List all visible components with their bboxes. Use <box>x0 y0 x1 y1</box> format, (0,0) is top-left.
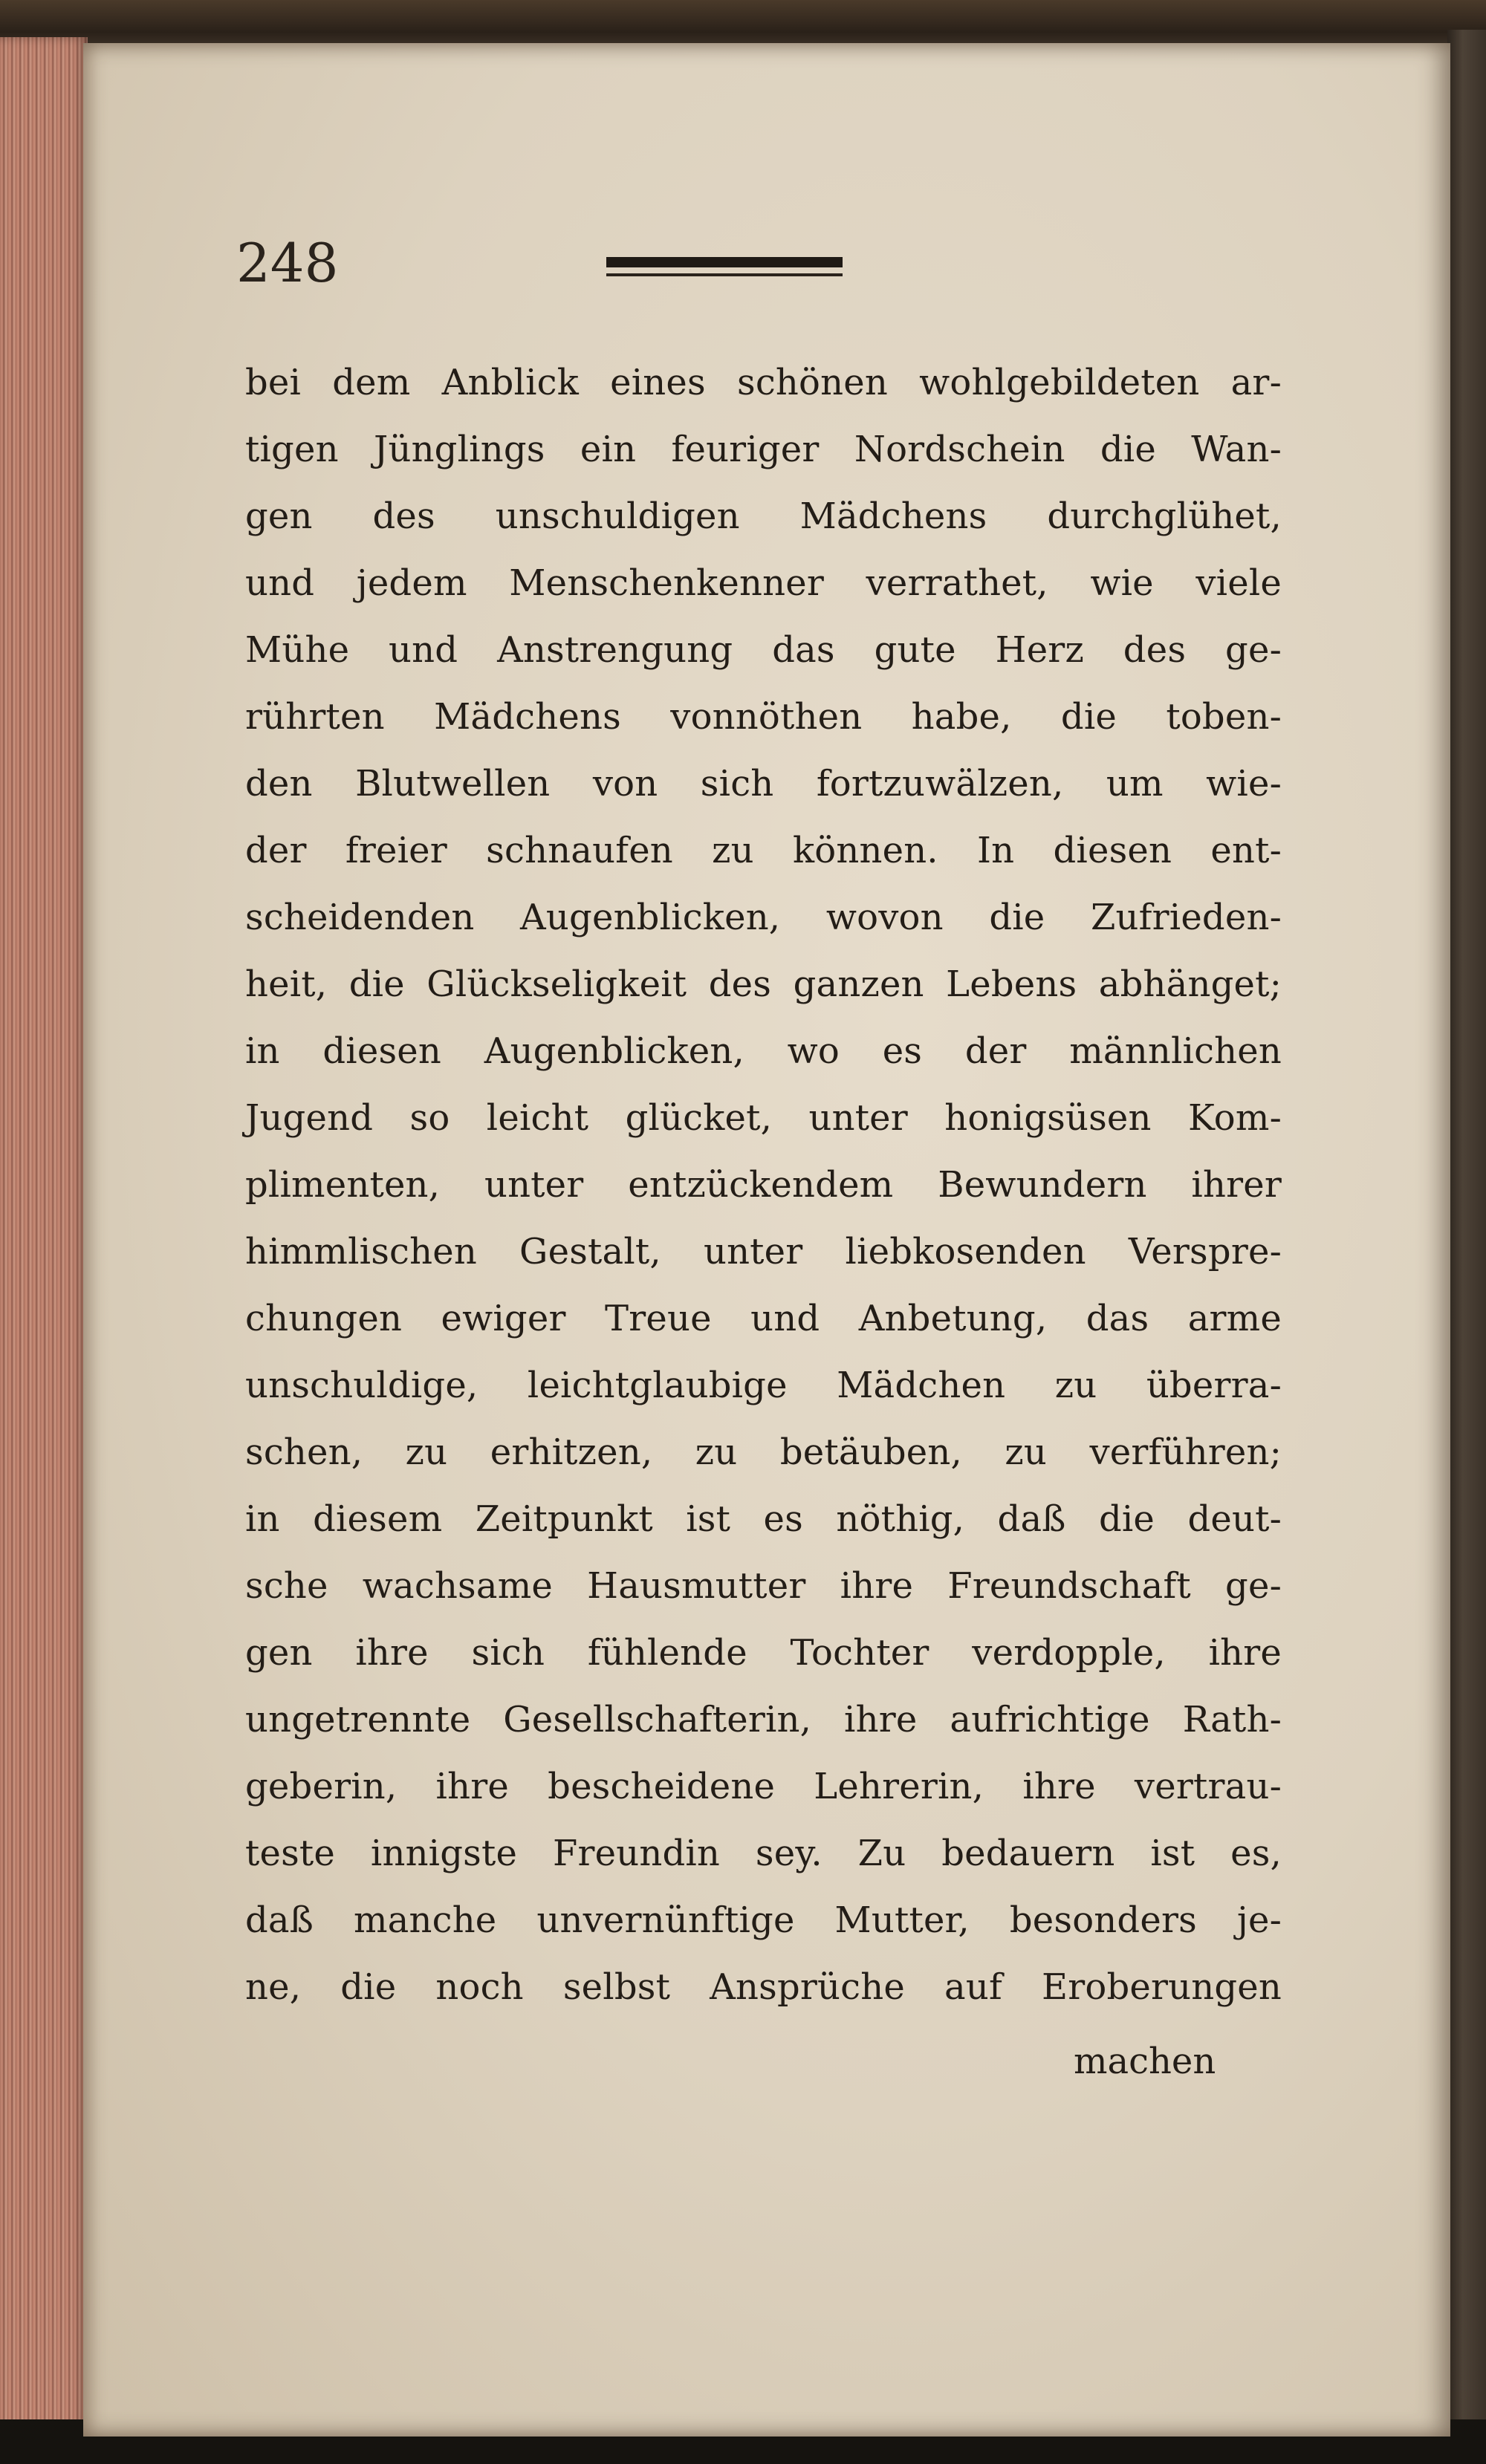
body-text <box>245 349 1282 2021</box>
header-rule-thick <box>606 257 843 267</box>
text-line: heit, die Glückseligkeit des ganzen Lebens abhänget; <box>245 963 1282 1005</box>
text-line: ungetrennte Gesellschafterin, ihre aufrichtige Rath- <box>245 1699 1282 1740</box>
text-line: und jedem Menschenkenner verrathet, wie viele <box>245 562 1282 604</box>
header-rule-thin <box>606 273 843 276</box>
text-line: Jugend so leicht glücket, unter honigsüsen Kom- <box>245 1097 1282 1139</box>
text-line: chungen ewiger Treue und Anbetung, das arme <box>245 1298 1282 1339</box>
text-line: bei dem Anblick eines schönen wohlgebildeten ar- <box>245 362 1282 403</box>
text-line: unschuldige, leichtglaubige Mädchen zu überra- <box>245 1365 1282 1406</box>
text-line: rührten Mädchens vonnöthen habe, die toben- <box>245 696 1282 738</box>
text-line: daß manche unvernünftige Mutter, besonders je- <box>245 1899 1282 1941</box>
header-rule <box>606 257 843 279</box>
catchword: machen <box>1074 2041 1216 2082</box>
book-top-edge <box>0 0 1486 46</box>
text-line: tigen Jünglings ein feuriger Nordschein die Wan- <box>245 429 1282 470</box>
text-line: geberin, ihre bescheidene Lehrerin, ihre vertrau- <box>245 1766 1282 1807</box>
page-number: 248 <box>236 232 339 294</box>
text-line: teste innigste Freundin sey. Zu bedauern ist es, <box>245 1833 1282 1874</box>
text-line: in diesen Augenblicken, wo es der männlichen <box>245 1030 1282 1072</box>
text-line: den Blutwellen von sich fortzuwälzen, um wie- <box>245 763 1282 804</box>
text-line: scheidenden Augenblicken, wovon die Zufrieden- <box>245 897 1282 938</box>
text-line: der freier schnaufen zu können. In diesen ent- <box>245 830 1282 871</box>
text-line: gen des unschuldigen Mädchens durchglühet, <box>245 495 1282 537</box>
text-line: in diesem Zeitpunkt ist es nöthig, daß die deut- <box>245 1498 1282 1540</box>
text-line: sche wachsame Hausmutter ihre Freundschaft ge- <box>245 1565 1282 1607</box>
text-line: gen ihre sich fühlende Tochter verdopple, ihre <box>245 1632 1282 1674</box>
text-line: himmlischen Gestalt, unter liebkosenden Verspre- <box>245 1231 1282 1272</box>
text-line: schen, zu erhitzen, zu betäuben, zu verführen; <box>245 1431 1282 1473</box>
text-line: plimenten, unter entzückendem Bewundern ihrer <box>245 1164 1282 1206</box>
book-gutter <box>1447 30 1486 2437</box>
page-stack-edges <box>0 37 88 2437</box>
text-line: ne, die noch selbst Ansprüche auf Eroberungen <box>245 1966 1282 2008</box>
text-line: Mühe und Anstrengung das gute Herz des ge- <box>245 629 1282 671</box>
